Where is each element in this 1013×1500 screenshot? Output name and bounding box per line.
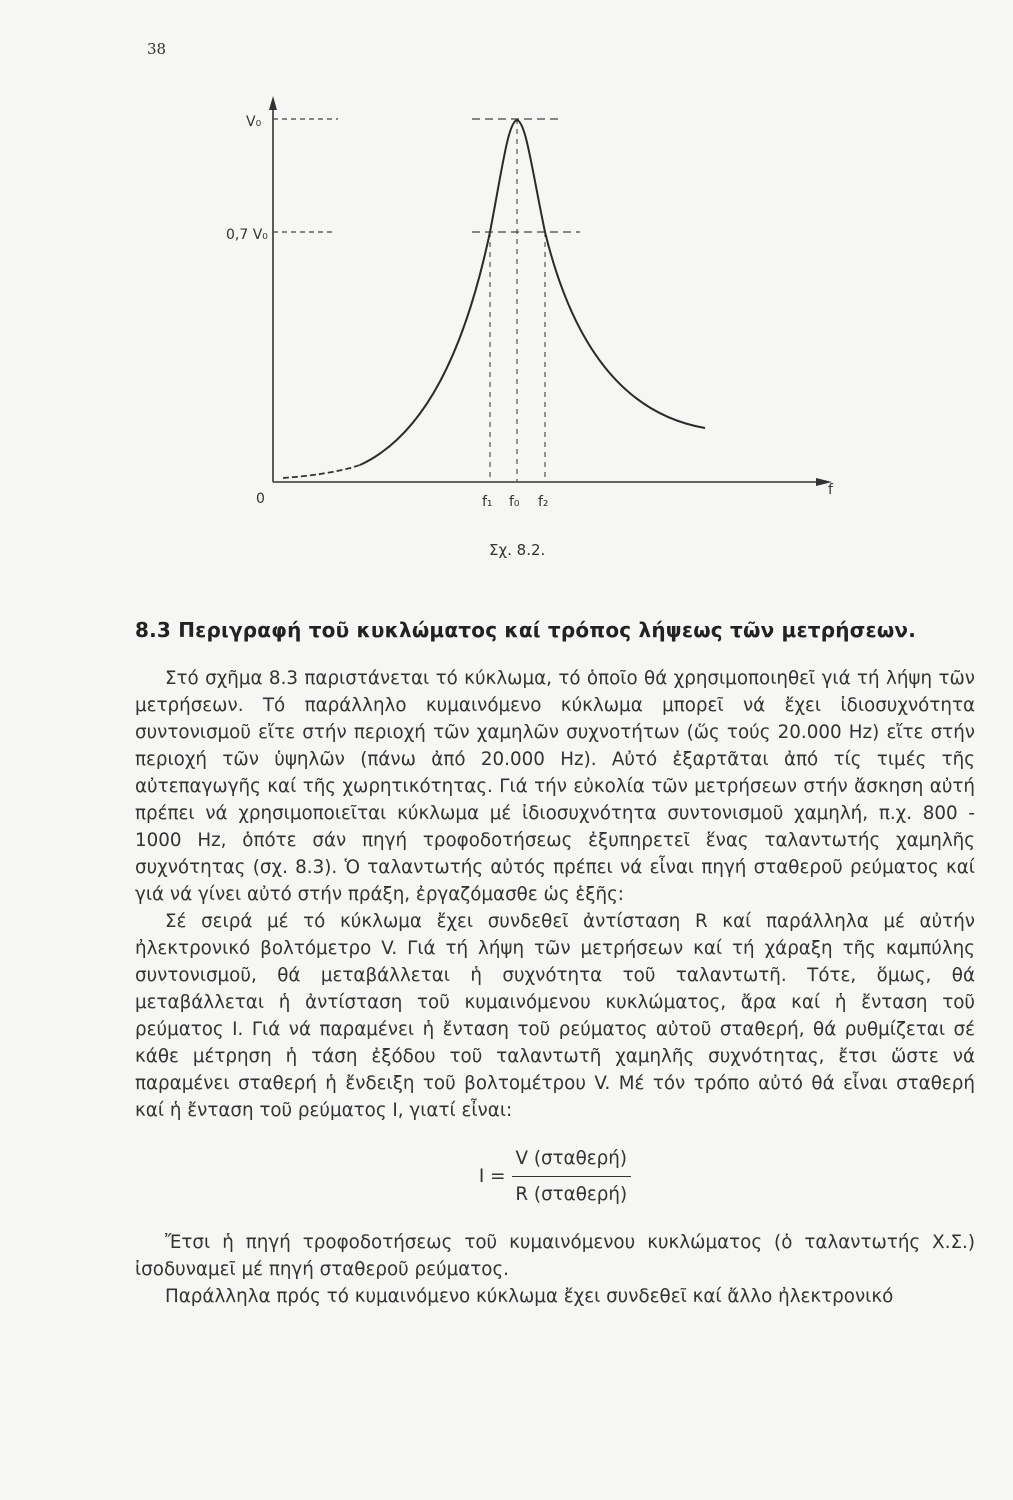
resonance-curve-svg: [210, 90, 850, 530]
resonance-curve: [360, 120, 705, 465]
y-axis-arrow: [269, 96, 277, 110]
resonance-curve-figure: [210, 90, 850, 530]
paragraph: Στό σχῆμα 8.3 παριστάνεται τό κύκλωμα, τό ὁποῖο θά χρησιμοποιηθεῖ γιά τή λήψη τῶν μετρήσεων. Τό παράλληλο κυμαινόμενο κύκλωμα μπορεῖ νά ἔχει ἰδιοσυχνότητα συντονισμοῦ εἴτε στήν περιοχή τῶν χαμηλῶν συχνοτήτων (ὥς τούς 20.000 Hz) εἴτε στήν περιοχή τῶν ὑψηλῶν (πάνω ἀπό 20.000 Hz). Αὐτό ἐξαρτᾶται ἀπό τίς τιμές τῆς αὐτεπαγωγῆς καί τῆς χωρητικότητας. Γιά τήν εὐκολία τῶν μετρήσεων στήν ἄσκηση αὐτή πρέπει νά χρησιμοποιεῖται κύκλωμα μέ ἰδιοσυχνότητα συντονισμοῦ χαμηλή, π.χ. 800 - 1000 Hz, ὁπότε σάν πηγή τροφοδοτήσεως ἐξυπηρετεῖ ἕνας ταλαντωτής χαμηλῆς συχνότητας (σχ. 8.3). Ὁ ταλαντωτής αὐτός πρέπει νά εἶναι πηγή σταθεροῦ ρεύματος καί γιά νά γίνει αὐτό στήν πράξη, ἐργαζόμασθε ὡς ἑξῆς:: [135, 668, 975, 905]
x-tick-f2: f₂: [538, 494, 549, 510]
origin-label: 0: [256, 491, 265, 507]
paragraph: Σέ σειρά μέ τό κύκλωμα ἔχει συνδεθεῖ ἀντίσταση R καί παράλληλα μέ αὐτήν ἠλεκτρονικό βολτόμετρο V. Γιά τή λήψη τῶν μετρήσεων καί τή χάραξη τῆς καμπύλης συντονισμοῦ, θά μεταβάλλεται ἡ συχνότητα τοῦ ταλαντωτῆ. Τότε, ὅμως, θά μεταβάλλεται ἡ ἀντίσταση τοῦ κυμαινόμενου κυκλώματος, ἄρα καί ἡ ἔνταση τοῦ ρεύματος I. Γιά νά παραμένει ἡ ἔνταση τοῦ ρεύματος αὐτοῦ σταθερή, θά ρυθμίζεται σέ κάθε μέτρηση ἡ τάση ἐξόδου τοῦ ταλαντωτῆ χαμηλῆς συχνότητας, ἔτσι ὥστε νά παραμένει σταθερή ἡ ἔνδειξη τοῦ βολτομέτρου V. Μέ τόν τρόπο αὐτό θά εἶναι σταθερή καί ἡ ἔνταση τοῦ ρεύματος I, γιατί εἶναι:: [135, 911, 975, 1121]
body-text: [135, 665, 975, 1310]
current-formula: [135, 1145, 975, 1208]
paragraph: Παράλληλα πρός τό κυμαινόμενο κύκλωμα ἔχει συνδεθεῖ καί ἄλλο ἠλεκτρονικό: [165, 1286, 894, 1307]
x-axis-label: f: [828, 482, 833, 498]
paragraph: Ἔτσι ἡ πηγή τροφοδοτήσεως τοῦ κυμαινόμενου κυκλώματος (ὁ ταλαντωτής Χ.Σ.) ἰσοδυναμεῖ μέ πηγή σταθεροῦ ρεύματος.: [135, 1232, 975, 1280]
formula-fraction: [511, 1145, 631, 1208]
y-label-v0: V₀: [246, 114, 262, 130]
formula-numerator: V (σταθερή): [512, 1145, 631, 1177]
formula-lhs: I =: [478, 1166, 506, 1187]
x-tick-f1: f₁: [482, 494, 493, 510]
page-number: 38: [147, 40, 167, 58]
x-tick-f0: f₀: [509, 494, 520, 510]
formula-denominator: R (σταθερή): [515, 1184, 628, 1205]
y-label-07v0: 0,7 V₀: [226, 227, 268, 243]
figure-caption: Σχ. 8.2.: [489, 541, 546, 559]
curve-dashed-tail: [283, 465, 360, 478]
section-heading: 8.3 Περιγραφή τοῦ κυκλώματος καί τρόπος λήψεως τῶν μετρήσεων.: [135, 618, 917, 642]
